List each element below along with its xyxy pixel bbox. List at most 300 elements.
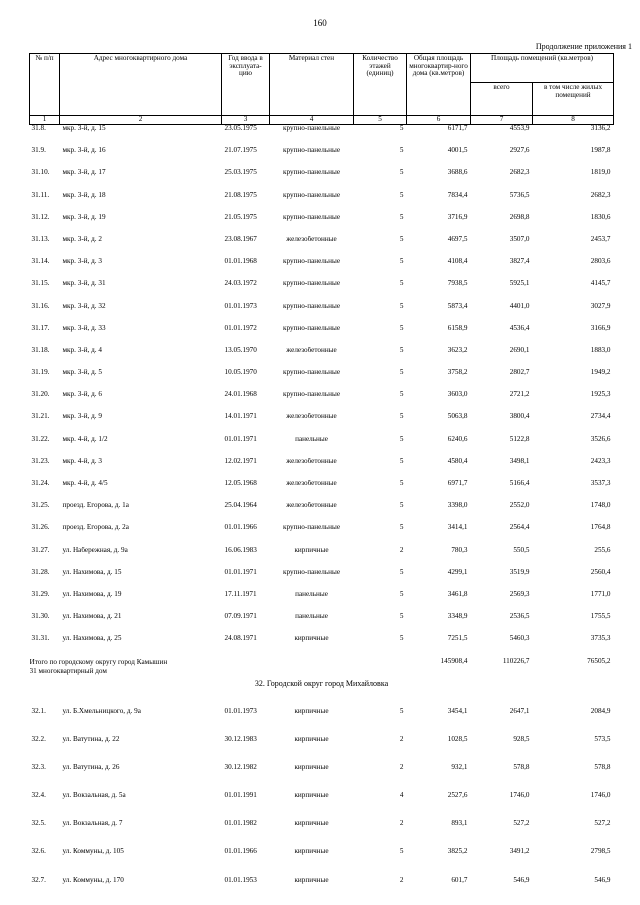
row-premises-living: 578,8 bbox=[594, 762, 611, 771]
row-number: 31.26. bbox=[31, 524, 50, 532]
row-address: мкр. 3-й, д. 16 bbox=[62, 147, 106, 155]
row-material: железобетонные bbox=[286, 346, 337, 354]
row-premises-all: 3519,9 bbox=[509, 568, 530, 576]
row-material: железобетонные bbox=[286, 235, 337, 243]
row-year: 24.01.1968 bbox=[224, 391, 257, 399]
row-total-area: 4108,4 bbox=[447, 258, 468, 266]
row-address: мкр. 3-й, д. 17 bbox=[62, 169, 106, 177]
row-address: мкр. 3-й, д. 31 bbox=[62, 280, 106, 288]
row-total-area: 932,1 bbox=[451, 762, 468, 771]
row-floors: 5 bbox=[399, 413, 404, 421]
row-number: 31.24. bbox=[31, 480, 50, 487]
row-premises-all: 1746,0 bbox=[509, 791, 530, 800]
row-address: ул. Коммуны, д. 170 bbox=[62, 875, 124, 884]
row-premises-living: 527,2 bbox=[594, 819, 611, 828]
row-total-area: 893,1 bbox=[451, 819, 468, 828]
row-number: 31.31. bbox=[31, 635, 50, 643]
row-floors: 5 bbox=[399, 480, 404, 487]
row-total-area: 3454,1 bbox=[447, 706, 468, 715]
table-row bbox=[30, 236, 614, 258]
row-floors: 5 bbox=[399, 169, 404, 177]
column-number: 2 bbox=[60, 116, 222, 125]
row-material: крупно-панельные bbox=[282, 568, 341, 576]
row-premises-living: 1748,0 bbox=[590, 502, 611, 510]
row-number: 31.30. bbox=[31, 613, 50, 621]
row-premises-living: 1819,0 bbox=[590, 169, 611, 177]
row-premises-living: 3526,6 bbox=[590, 435, 611, 443]
total-label-cell bbox=[30, 658, 407, 680]
row-year: 23.08.1967 bbox=[224, 235, 257, 243]
row-premises-living: 1987,8 bbox=[590, 147, 611, 155]
table-body-mikhailovka bbox=[30, 704, 614, 901]
row-number: 32.1. bbox=[31, 706, 46, 715]
row-premises-all: 2690,1 bbox=[509, 346, 530, 354]
row-floors: 5 bbox=[399, 847, 404, 856]
total-label: Итого по городскому округу город Камышин bbox=[29, 657, 168, 666]
row-material: крупно-панельные bbox=[282, 324, 341, 332]
row-material: железобетонные bbox=[286, 457, 337, 465]
row-address: проезд. Егорова, д. 1а bbox=[62, 502, 129, 510]
row-address: мкр. 3-й, д. 18 bbox=[62, 191, 106, 199]
row-year: 01.01.1966 bbox=[224, 847, 257, 856]
table-body-kamyshin bbox=[30, 125, 614, 658]
row-material: кирпичные bbox=[294, 635, 329, 643]
row-year: 12.05.1968 bbox=[224, 480, 257, 487]
row-total-area: 4697,5 bbox=[447, 235, 468, 243]
row-year: 23.05.1975 bbox=[224, 124, 257, 132]
table-row bbox=[30, 873, 614, 901]
column-numbers-row bbox=[30, 116, 614, 125]
row-number: 31.25. bbox=[31, 502, 50, 510]
column-number: 4 bbox=[270, 116, 354, 125]
row-address: ул. Нахимова, д. 25 bbox=[62, 635, 122, 643]
row-premises-all: 928,5 bbox=[513, 734, 530, 743]
row-total-area: 7938,5 bbox=[447, 280, 468, 288]
row-floors: 4 bbox=[399, 791, 404, 800]
row-material: железобетонные bbox=[286, 480, 337, 487]
row-premises-all: 3498,1 bbox=[509, 457, 530, 465]
column-number: 3 bbox=[222, 116, 270, 125]
header-num: № п/п bbox=[30, 54, 60, 116]
row-address: мкр. 3-й, д. 33 bbox=[62, 324, 106, 332]
row-premises-all: 578,8 bbox=[513, 762, 530, 771]
row-address: мкр. 3-й, д. 15 bbox=[62, 124, 106, 132]
table-row bbox=[30, 458, 614, 480]
row-premises-all: 4553,9 bbox=[509, 124, 530, 132]
row-material: крупно-панельные bbox=[282, 147, 341, 155]
row-address: ул. Нахимова, д. 15 bbox=[62, 568, 122, 576]
row-floors: 2 bbox=[399, 762, 404, 771]
row-year: 01.01.1968 bbox=[224, 258, 257, 266]
row-premises-living: 3027,9 bbox=[590, 302, 611, 310]
column-number: 1 bbox=[30, 116, 60, 125]
table-row bbox=[30, 192, 614, 214]
row-number: 31.16. bbox=[31, 302, 50, 310]
continuation-label: Продолжение приложения 1 bbox=[535, 42, 632, 51]
row-premises-all: 4401,0 bbox=[509, 302, 530, 310]
table-row bbox=[30, 147, 614, 169]
row-premises-living: 1764,8 bbox=[590, 524, 611, 532]
row-floors: 5 bbox=[399, 568, 404, 576]
row-year: 14.01.1971 bbox=[224, 413, 257, 421]
header-premises-area: Площадь помещений (кв.метров) bbox=[471, 54, 614, 83]
row-number: 31.11. bbox=[31, 191, 50, 199]
row-year: 01.01.1973 bbox=[224, 706, 257, 715]
row-premises-all: 4536,4 bbox=[509, 324, 530, 332]
section-title: 32. Городской округ город Михайловка bbox=[254, 679, 389, 688]
row-premises-living: 2560,4 bbox=[590, 568, 611, 576]
row-material: крупно-панельные bbox=[282, 391, 341, 399]
row-premises-living: 1925,3 bbox=[590, 391, 611, 399]
row-year: 21.08.1975 bbox=[224, 191, 257, 199]
row-floors: 2 bbox=[399, 819, 404, 828]
row-floors: 5 bbox=[399, 391, 404, 399]
row-premises-all: 546,9 bbox=[513, 875, 530, 884]
row-address: ул. Ватутина, д. 26 bbox=[62, 762, 120, 771]
row-total-area: 3603,0 bbox=[447, 391, 468, 399]
page-number: 160 bbox=[313, 18, 327, 28]
row-material: крупно-панельные bbox=[282, 169, 341, 177]
row-material: крупно-панельные bbox=[282, 302, 341, 310]
row-total-area: 601,7 bbox=[451, 875, 468, 884]
row-address: мкр. 3-й, д. 6 bbox=[62, 391, 102, 399]
table-row bbox=[30, 325, 614, 347]
row-total-area: 5063,8 bbox=[447, 413, 468, 421]
row-material: кирпичные bbox=[294, 546, 329, 554]
row-premises-all: 527,2 bbox=[513, 819, 530, 828]
row-number: 32.2. bbox=[31, 734, 46, 743]
table-row bbox=[30, 760, 614, 788]
row-number: 32.5. bbox=[31, 819, 46, 828]
row-premises-all: 2536,5 bbox=[509, 613, 530, 621]
row-year: 07.09.1971 bbox=[224, 613, 257, 621]
row-total-area: 3688,6 bbox=[447, 169, 468, 177]
table-row bbox=[30, 413, 614, 435]
row-premises-all: 2569,3 bbox=[509, 590, 530, 598]
row-year: 24.08.1971 bbox=[224, 635, 257, 643]
table-row bbox=[30, 844, 614, 872]
row-year: 24.03.1972 bbox=[224, 280, 257, 288]
row-address: ул. Нахимова, д. 21 bbox=[62, 613, 122, 621]
row-material: панельные bbox=[295, 613, 328, 621]
row-year: 17.11.1971 bbox=[224, 590, 257, 598]
row-number: 31.23. bbox=[31, 457, 50, 465]
row-premises-living: 1830,6 bbox=[590, 213, 611, 221]
row-floors: 5 bbox=[399, 346, 404, 354]
row-number: 32.4. bbox=[31, 791, 46, 800]
header-material: Материал стен bbox=[270, 54, 354, 116]
row-address: проезд. Егорова, д. 2а bbox=[62, 524, 129, 532]
row-floors: 5 bbox=[399, 457, 404, 465]
row-year: 10.05.1970 bbox=[224, 369, 257, 377]
row-year: 01.01.1972 bbox=[224, 324, 257, 332]
row-number: 31.17. bbox=[31, 324, 50, 332]
row-premises-all: 3827,4 bbox=[509, 258, 530, 266]
row-premises-all: 2698,8 bbox=[509, 213, 530, 221]
row-premises-living: 2453,7 bbox=[590, 235, 611, 243]
row-material: кирпичные bbox=[294, 706, 329, 715]
row-year: 13.05.1970 bbox=[224, 346, 257, 354]
table-row bbox=[30, 369, 614, 391]
row-year: 25.03.1975 bbox=[224, 169, 257, 177]
header-all: всего bbox=[471, 83, 533, 116]
row-premises-living: 1755,5 bbox=[590, 613, 611, 621]
row-premises-all: 2552,0 bbox=[509, 502, 530, 510]
table-row bbox=[30, 391, 614, 413]
row-floors: 5 bbox=[399, 147, 404, 155]
table-header bbox=[30, 54, 614, 125]
row-address: ул. Нахимова, д. 19 bbox=[62, 590, 122, 598]
row-year: 01.01.1973 bbox=[224, 302, 257, 310]
row-premises-living: 1746,0 bbox=[590, 791, 611, 800]
table-row bbox=[30, 569, 614, 591]
row-year: 01.01.1971 bbox=[224, 435, 257, 443]
row-total-area: 3716,9 bbox=[447, 213, 468, 221]
row-total-area: 3461,8 bbox=[447, 590, 468, 598]
table-row bbox=[30, 547, 614, 569]
table-row bbox=[30, 347, 614, 369]
column-number: 6 bbox=[407, 116, 471, 125]
row-floors: 2 bbox=[399, 734, 404, 743]
row-premises-all: 5736,5 bbox=[509, 191, 530, 199]
header-year: Год ввода в эксплуата-цию bbox=[222, 54, 270, 116]
row-address: мкр. 4-й, д. 4/5 bbox=[62, 480, 108, 487]
row-material: крупно-панельные bbox=[282, 369, 341, 377]
row-material: крупно-панельные bbox=[282, 191, 341, 199]
table-row bbox=[30, 704, 614, 732]
row-material: панельные bbox=[295, 435, 328, 443]
row-total-area: 4580,4 bbox=[447, 457, 468, 465]
row-total-area: 5873,4 bbox=[447, 302, 468, 310]
row-total-area: 3348,9 bbox=[447, 613, 468, 621]
row-address: мкр. 4-й, д. 1/2 bbox=[62, 435, 108, 443]
row-material: железобетонные bbox=[286, 502, 337, 510]
row-number: 31.28. bbox=[31, 568, 50, 576]
table-row bbox=[30, 635, 614, 657]
row-number: 31.10. bbox=[31, 169, 50, 177]
row-total-area: 7251,5 bbox=[447, 635, 468, 643]
row-premises-all: 2564,4 bbox=[509, 524, 530, 532]
table-row bbox=[30, 169, 614, 191]
row-total-area: 3758,2 bbox=[447, 369, 468, 377]
row-floors: 2 bbox=[399, 875, 404, 884]
row-premises-living: 2423,3 bbox=[590, 457, 611, 465]
row-material: крупно-панельные bbox=[282, 213, 341, 221]
row-number: 31.29. bbox=[31, 590, 50, 598]
row-total-area: 3623,2 bbox=[447, 346, 468, 354]
row-floors: 5 bbox=[399, 280, 404, 288]
row-premises-living: 1771,0 bbox=[590, 590, 611, 598]
row-material: крупно-панельные bbox=[282, 524, 341, 532]
row-premises-living: 3136,2 bbox=[590, 124, 611, 132]
row-year: 01.01.1953 bbox=[224, 875, 257, 884]
row-floors: 5 bbox=[399, 191, 404, 199]
row-floors: 5 bbox=[399, 258, 404, 266]
row-number: 32.3. bbox=[31, 762, 46, 771]
table-row bbox=[30, 303, 614, 325]
row-material: кирпичные bbox=[294, 762, 329, 771]
row-address: мкр. 3-й, д. 3 bbox=[62, 258, 102, 266]
row-material: кирпичные bbox=[294, 734, 329, 743]
row-material: железобетонные bbox=[286, 413, 337, 421]
row-number: 31.9. bbox=[31, 147, 46, 155]
row-premises-all: 3491,2 bbox=[509, 847, 530, 856]
row-year: 16.06.1983 bbox=[224, 546, 257, 554]
row-number: 32.6. bbox=[31, 847, 46, 856]
row-material: кирпичные bbox=[294, 791, 329, 800]
row-year: 01.01.1971 bbox=[224, 568, 257, 576]
row-premises-all: 2647,1 bbox=[509, 706, 530, 715]
row-premises-living: 1883,0 bbox=[590, 346, 611, 354]
row-address: мкр. 3-й, д. 19 bbox=[62, 213, 106, 221]
row-year: 21.07.1975 bbox=[224, 147, 257, 155]
table-row bbox=[30, 480, 614, 502]
row-premises-all: 550,5 bbox=[513, 546, 530, 554]
table-row bbox=[30, 591, 614, 613]
row-floors: 5 bbox=[399, 324, 404, 332]
row-total-area: 1028,5 bbox=[447, 734, 468, 743]
row-number: 31.20. bbox=[31, 391, 50, 399]
row-premises-all: 2682,3 bbox=[509, 169, 530, 177]
row-premises-living: 3166,9 bbox=[590, 324, 611, 332]
row-number: 31.27. bbox=[31, 546, 50, 554]
table-row bbox=[30, 788, 614, 816]
row-premises-all: 3507,0 bbox=[509, 235, 530, 243]
row-floors: 5 bbox=[399, 124, 404, 132]
row-total-area: 4299,1 bbox=[447, 568, 468, 576]
row-total-area: 3398,0 bbox=[447, 502, 468, 510]
total-label-count: 31 многоквартирный дом bbox=[29, 666, 107, 675]
row-premises-living: 3735,3 bbox=[590, 635, 611, 643]
total-row bbox=[30, 658, 614, 680]
row-premises-living: 573,5 bbox=[594, 734, 611, 743]
header-address: Адрес многоквартирного дома bbox=[60, 54, 222, 116]
section-title-row bbox=[30, 680, 614, 704]
row-number: 32.7. bbox=[31, 875, 46, 884]
row-premises-all: 2721,2 bbox=[509, 391, 530, 399]
table-row bbox=[30, 524, 614, 546]
row-material: панельные bbox=[295, 590, 328, 598]
row-floors: 5 bbox=[399, 235, 404, 243]
row-total-area: 7834,4 bbox=[447, 191, 468, 199]
row-premises-living: 3537,3 bbox=[590, 480, 611, 487]
row-year: 12.02.1971 bbox=[224, 457, 257, 465]
row-address: ул. Б.Хмельницкого, д. 9а bbox=[62, 706, 141, 715]
row-floors: 5 bbox=[399, 706, 404, 715]
table-row bbox=[30, 732, 614, 760]
row-number: 31.22. bbox=[31, 435, 50, 443]
row-material: кирпичные bbox=[294, 847, 329, 856]
total-area-value: 145908,4 bbox=[440, 657, 468, 665]
row-material: крупно-панельные bbox=[282, 258, 341, 266]
row-premises-all: 5460,3 bbox=[509, 635, 530, 643]
row-floors: 5 bbox=[399, 613, 404, 621]
row-floors: 5 bbox=[399, 302, 404, 310]
row-floors: 5 bbox=[399, 369, 404, 377]
table-row bbox=[30, 280, 614, 302]
row-premises-all: 2802,7 bbox=[509, 369, 530, 377]
row-address: мкр. 3-й, д. 32 bbox=[62, 302, 106, 310]
row-premises-living: 255,6 bbox=[594, 546, 611, 554]
row-premises-all: 5122,8 bbox=[509, 435, 530, 443]
row-total-area: 3414,1 bbox=[447, 524, 468, 532]
row-address: мкр. 3-й, д. 5 bbox=[62, 369, 102, 377]
row-premises-all: 2927,6 bbox=[509, 147, 530, 155]
row-premises-all: 5166,4 bbox=[509, 480, 530, 487]
table-row bbox=[30, 502, 614, 524]
row-number: 31.8. bbox=[31, 124, 46, 132]
row-address: ул. Ватутина, д. 22 bbox=[62, 734, 120, 743]
row-premises-living: 546,9 bbox=[594, 875, 611, 884]
row-floors: 5 bbox=[399, 524, 404, 532]
row-total-area: 6240,6 bbox=[447, 435, 468, 443]
table-row bbox=[30, 613, 614, 635]
row-floors: 2 bbox=[399, 546, 404, 554]
row-year: 01.01.1966 bbox=[224, 524, 257, 532]
row-year: 30.12.1982 bbox=[224, 762, 257, 771]
row-floors: 5 bbox=[399, 635, 404, 643]
header-living: в том числе жилых помещений bbox=[533, 83, 614, 116]
row-premises-living: 2734,4 bbox=[590, 413, 611, 421]
column-number: 7 bbox=[471, 116, 533, 125]
row-material: кирпичные bbox=[294, 819, 329, 828]
header-floors: Количество этажей (единиц) bbox=[354, 54, 407, 116]
row-total-area: 6971,7 bbox=[447, 480, 468, 487]
total-all-value: 110226,7 bbox=[502, 657, 530, 665]
row-year: 01.01.1982 bbox=[224, 819, 257, 828]
table-row bbox=[30, 816, 614, 844]
row-address: ул. Вокзальная, д. 7 bbox=[62, 819, 123, 828]
row-year: 25.04.1964 bbox=[224, 502, 257, 510]
column-number: 5 bbox=[354, 116, 407, 125]
row-premises-living: 1949,2 bbox=[590, 369, 611, 377]
row-number: 31.21. bbox=[31, 413, 50, 421]
row-year: 21.05.1975 bbox=[224, 213, 257, 221]
table-row bbox=[30, 214, 614, 236]
housing-table bbox=[29, 53, 614, 901]
row-number: 31.18. bbox=[31, 346, 50, 354]
row-total-area: 3825,2 bbox=[447, 847, 468, 856]
row-address: ул. Вокзальная, д. 5а bbox=[62, 791, 126, 800]
column-number: 8 bbox=[533, 116, 614, 125]
row-address: мкр. 3-й, д. 9 bbox=[62, 413, 102, 421]
table-row bbox=[30, 258, 614, 280]
row-year: 01.01.1991 bbox=[224, 791, 257, 800]
row-premises-all: 5925,1 bbox=[509, 280, 530, 288]
row-number: 31.13. bbox=[31, 235, 50, 243]
table-row bbox=[30, 125, 614, 148]
row-number: 31.12. bbox=[31, 213, 50, 221]
row-premises-living: 2084,9 bbox=[590, 706, 611, 715]
row-floors: 5 bbox=[399, 435, 404, 443]
row-total-area: 4001,5 bbox=[447, 147, 468, 155]
total-section bbox=[30, 658, 614, 704]
total-living-value: 76505,2 bbox=[587, 657, 611, 665]
row-material: крупно-панельные bbox=[282, 280, 341, 288]
row-address: мкр. 4-й, д. 3 bbox=[62, 457, 102, 465]
table-row bbox=[30, 436, 614, 458]
row-total-area: 6171,7 bbox=[447, 124, 468, 132]
row-premises-living: 2798,5 bbox=[590, 847, 611, 856]
row-premises-living: 4145,7 bbox=[590, 280, 611, 288]
row-address: мкр. 3-й, д. 4 bbox=[62, 346, 102, 354]
row-address: мкр. 3-й, д. 2 bbox=[62, 235, 102, 243]
row-number: 31.15. bbox=[31, 280, 50, 288]
row-floors: 5 bbox=[399, 590, 404, 598]
row-number: 31.19. bbox=[31, 369, 50, 377]
row-premises-all: 3800,4 bbox=[509, 413, 530, 421]
row-floors: 5 bbox=[399, 502, 404, 510]
